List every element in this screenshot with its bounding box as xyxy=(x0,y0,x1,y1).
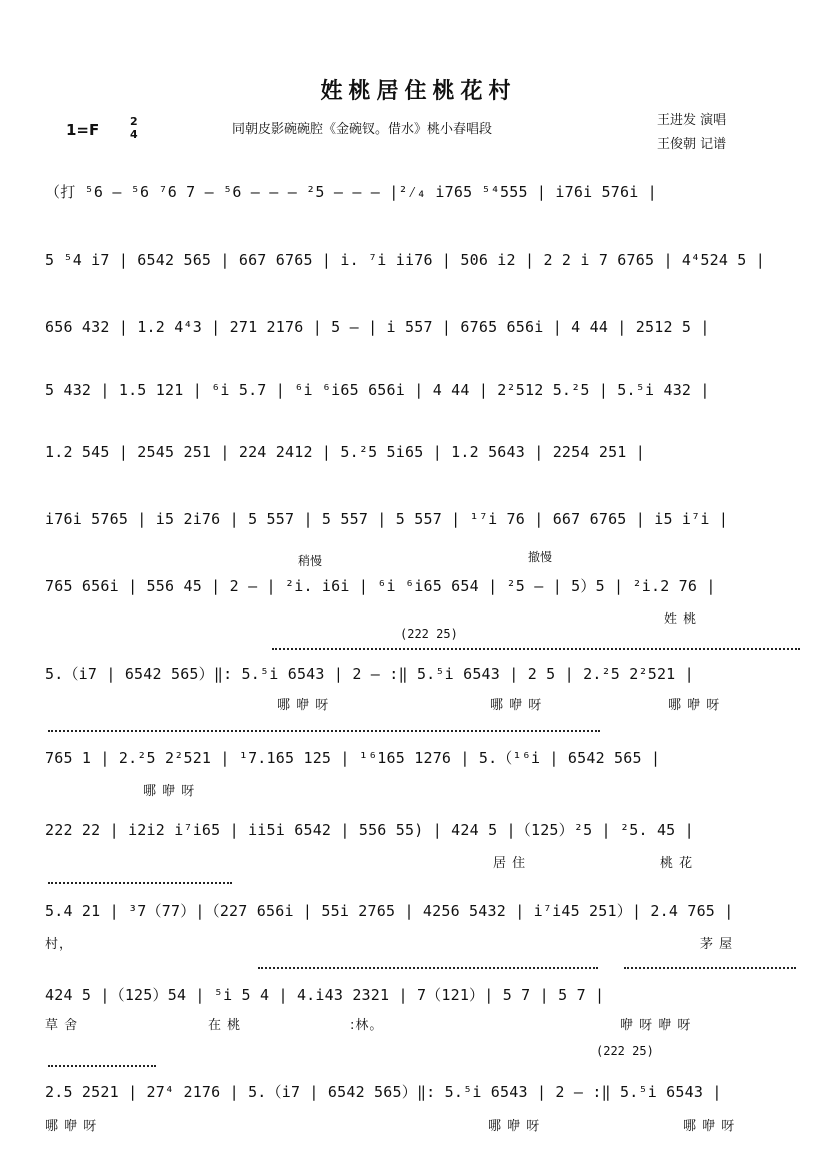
page-title: 姓桃居住桃花村 xyxy=(320,78,517,104)
score-line-13: 2.5 2521 | 27⁴ 2176 | 5.（i7 | 6542 565）‖: 5.⁵i 6543 | 2 – :‖ 5.⁵i 6543 | xyxy=(45,1083,722,1101)
lyric-line-5b: 茅 屋 xyxy=(700,937,734,952)
lyric-line-2c: 哪 咿 呀 xyxy=(668,698,721,713)
score-line-12: 424 5 |（125）54 | ⁵i 5 4 | 4.i43 2321 | 7（121）| 5 7 | 5 7 | xyxy=(45,986,605,1004)
score-line-5: 1.2 545 | 2545 251 | 224 2412 | 5.²5 5i65 | 1.2 5643 | 2254 251 | xyxy=(45,443,645,461)
key-signature: 1=F xyxy=(66,121,100,139)
tempo-mark-slightly-slow: 稍慢 xyxy=(298,554,323,568)
dotted-line-2 xyxy=(48,730,600,732)
dotted-line-5 xyxy=(624,967,796,969)
singer-credit: 王进发 演唱 xyxy=(657,113,727,128)
score-line-8: 5.（i7 | 6542 565）‖: 5.⁵i 6543 | 2 – :‖ 5.⁵i 6543 | 2 5 | 2.²5 2²521 | xyxy=(45,665,694,683)
lyric-line-6d: 咿 呀 咿 呀 xyxy=(620,1018,692,1033)
meter-bottom: 4 xyxy=(130,128,138,141)
score-line-4: 5 432 | 1.5 121 | ⁶i 5.7 | ⁶i ⁶i65 656i | 4 44 | 2²512 5.²5 | 5.⁵i 432 | xyxy=(45,381,710,399)
lyric-line-7b: 哪 咿 呀 xyxy=(488,1119,541,1134)
subtitle: 同朝皮影碗碗腔《金碗钗。借水》桃小春唱段 xyxy=(232,122,493,137)
lyric-line-6b: 在 桃 xyxy=(208,1018,242,1033)
dotted-line-3 xyxy=(48,882,232,884)
lyric-line-7c: 哪 咿 呀 xyxy=(683,1119,736,1134)
repeat-figure-2: (222 25) xyxy=(596,1044,654,1058)
score-line-11: 5.4 21 | ³7（77）|（227 656i | 55i 2765 | 4256 5432 | i⁷i45 251）| 2.4 765 | xyxy=(45,902,734,920)
dotted-line-6 xyxy=(48,1065,156,1067)
lyric-line-2b: 哪 咿 呀 xyxy=(490,698,543,713)
score-line-2: 5 ⁵4 i7 | 6542 565 | 667 6765 | i. ⁷i ii76 | 506 i2 | 2 2 i 7 6765 | 4⁴524 5 | xyxy=(45,251,765,269)
lyric-line-1: 姓 桃 xyxy=(664,612,698,627)
lyric-line-5a: 村， xyxy=(45,937,74,952)
dotted-line-4 xyxy=(258,967,598,969)
dotted-line-1 xyxy=(272,648,800,650)
lyric-line-2a: 哪 咿 呀 xyxy=(277,698,330,713)
meter-top: 2 xyxy=(130,115,138,128)
score-line-10: 222 22 | i2i2 i⁷i65 | ii5i 6542 | 556 55) | 424 5 |（125）²5 | ²5. 45 | xyxy=(45,821,694,839)
score-line-6: i76i 5765 | i5 2i76 | 5 557 | 5 557 | 5 557 | ¹⁷i 76 | 667 6765 | i5 i⁷i | xyxy=(45,510,729,528)
lyric-line-3: 哪 咿 呀 xyxy=(143,784,196,799)
lyric-line-4a: 居 住 xyxy=(493,856,527,871)
tempo-mark-slow-down: 撤慢 xyxy=(528,550,553,564)
score-line-9: 765 1 | 2.²5 2²521 | ¹7.165 125 | ¹⁶165 1276 | 5.（¹⁶i | 6542 565 | xyxy=(45,749,661,767)
repeat-figure-1: (222 25) xyxy=(400,627,458,641)
score-line-3: 656 432 | 1.2 4⁴3 | 271 2176 | 5 – | i 557 | 6765 656i | 4 44 | 2512 5 | xyxy=(45,318,710,336)
score-line-1: （打 ⁵6 – ⁵6 ⁷6 7 – ⁵6 – – – ²5 – – – |²⁄₄ i765 ⁵⁴555 | i76i 576i | xyxy=(45,183,657,201)
lyric-line-6a: 草 舍 xyxy=(45,1018,79,1033)
lyric-line-6c: :林。 xyxy=(350,1018,384,1033)
lyric-line-4b: 桃 花 xyxy=(660,856,694,871)
time-signature xyxy=(130,115,138,141)
score-line-7: 765 656i | 556 45 | 2 – | ²i. i6i | ⁶i ⁶i65 654 | ²5 – | 5）5 | ²i.2 76 | xyxy=(45,577,716,595)
lyric-line-7a: 哪 咿 呀 xyxy=(45,1119,98,1134)
transcriber-credit: 王俊朝 记谱 xyxy=(657,137,727,152)
